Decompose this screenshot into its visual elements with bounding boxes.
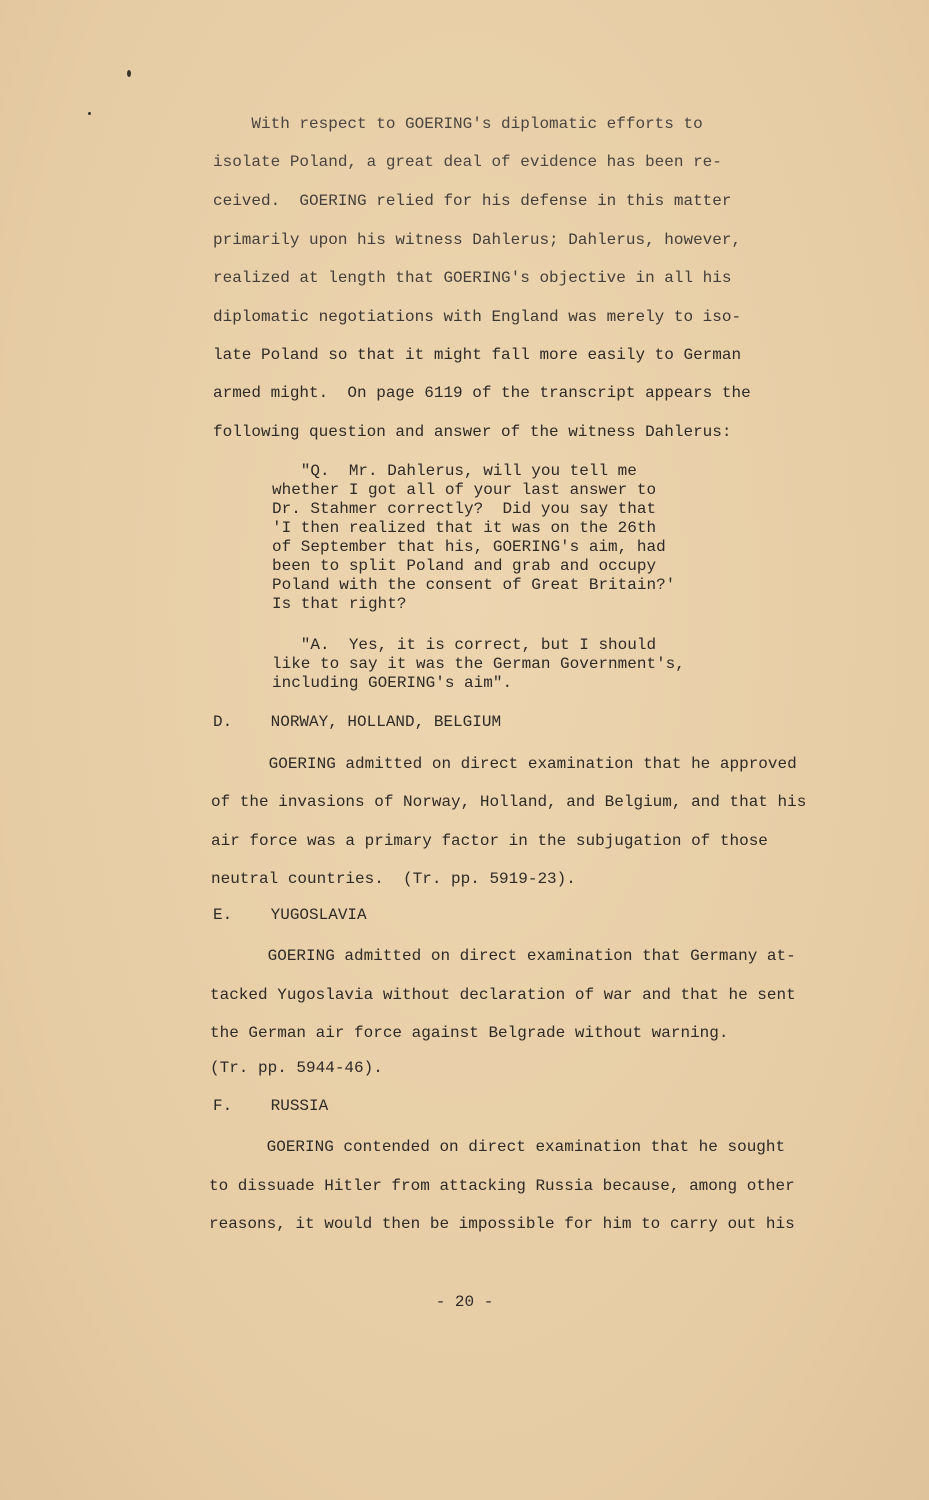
text-line: air force was a primary factor in the subjugation of those xyxy=(211,832,768,850)
text-line: diplomatic negotiations with England was merely to iso- xyxy=(213,308,742,326)
text-line: of September that his, GOERING's aim, had xyxy=(272,538,666,556)
text-line: the German air force against Belgrade without warning. xyxy=(210,1024,729,1042)
text-line: late Poland so that it might fall more easily to German xyxy=(213,346,742,364)
text-line: Poland with the consent of Great Britain?' xyxy=(272,576,676,594)
text-line: tacked Yugoslavia without declaration of war and that he sent xyxy=(210,986,796,1004)
text-line: realized at length that GOERING's objective in all his xyxy=(213,269,732,287)
text-line: With respect to GOERING's diplomatic efforts to xyxy=(213,115,703,133)
text-line: of the invasions of Norway, Holland, and Belgium, and that his xyxy=(211,793,807,811)
text-line: neutral countries. (Tr. pp. 5919-23). xyxy=(211,870,576,888)
text-line: whether I got all of your last answer to xyxy=(272,481,657,499)
text-line: GOERING admitted on direct examination that Germany at- xyxy=(210,947,796,965)
ink-speck xyxy=(88,112,91,115)
text-line: "Q. Mr. Dahlerus, will you tell me xyxy=(272,462,637,480)
text-line: ceived. GOERING relied for his defense in this matter xyxy=(213,192,732,210)
text-line: GOERING admitted on direct examination that he approved xyxy=(211,755,797,773)
ink-speck xyxy=(127,70,131,77)
section-heading: F. RUSSIA xyxy=(213,1097,329,1115)
text-line: (Tr. pp. 5944-46). xyxy=(210,1059,383,1077)
text-line: armed might. On page 6119 of the transcript appears the xyxy=(213,384,751,402)
text-line: following question and answer of the witness Dahlerus: xyxy=(213,423,732,441)
text-line: reasons, it would then be impossible for him to carry out his xyxy=(209,1215,795,1233)
text-line: 'I then realized that it was on the 26th xyxy=(272,519,657,537)
page-number: - 20 - xyxy=(435,1293,494,1311)
text-line: isolate Poland, a great deal of evidence has been re- xyxy=(213,153,722,171)
section-heading: E. YUGOSLAVIA xyxy=(213,906,367,924)
text-line: Is that right? xyxy=(272,595,407,613)
text-line: GOERING contended on direct examination that he sought xyxy=(209,1138,786,1156)
text-line: including GOERING's aim". xyxy=(272,674,513,692)
text-line: like to say it was the German Government's, xyxy=(272,655,685,673)
section-heading: D. NORWAY, HOLLAND, BELGIUM xyxy=(213,713,502,731)
text-line: primarily upon his witness Dahlerus; Dahlerus, however, xyxy=(213,231,742,249)
text-line: "A. Yes, it is correct, but I should xyxy=(272,636,657,654)
text-line: to dissuade Hitler from attacking Russia because, among other xyxy=(209,1177,795,1195)
text-line: Dr. Stahmer correctly? Did you say that xyxy=(272,500,657,518)
text-line: been to split Poland and grab and occupy xyxy=(272,557,657,575)
